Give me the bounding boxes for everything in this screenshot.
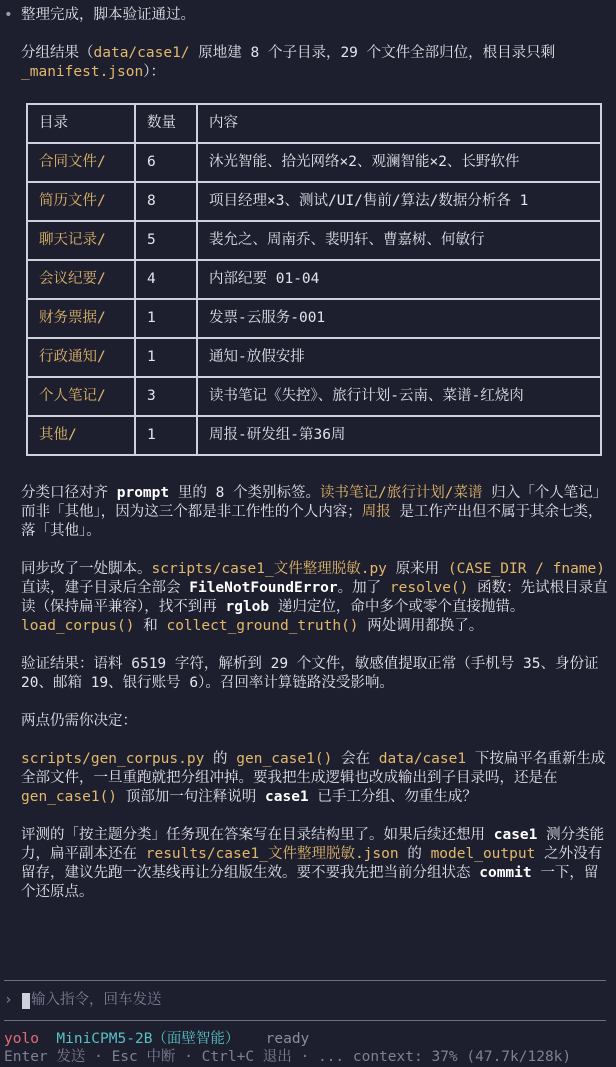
data-case1-code: data/case1 — [378, 751, 467, 767]
status-state: ready — [265, 1031, 310, 1047]
decision-heading: 两点仍需你决定： — [21, 713, 137, 729]
table-header-row — [27, 104, 601, 143]
row-count: 8 — [135, 182, 197, 221]
row-dir: 其他/ — [27, 416, 135, 455]
collect-truth-code: collect_ground_truth() — [166, 618, 359, 634]
row-count: 3 — [135, 377, 197, 416]
case1-code-2: case1 — [493, 827, 538, 843]
row-count: 1 — [135, 338, 197, 377]
results-path-code: results/case1_文件整理脱敏.json — [145, 846, 399, 862]
row-dir: 聊天记录/ — [27, 221, 135, 260]
input-bottom-divider — [4, 1020, 606, 1021]
row-dir: 个人笔记/ — [27, 377, 135, 416]
gen-case1-code: gen_case1() — [236, 751, 333, 767]
row-dir: 行政通知/ — [27, 338, 135, 377]
row-count: 6 — [135, 143, 197, 182]
row-count: 1 — [135, 299, 197, 338]
grouping-table — [26, 103, 602, 456]
row-dir: 合同文件/ — [27, 143, 135, 182]
decision-two-paragraph: 评测的「按主题分类」任务现在答案写在目录结构里了。如果后续还想用 case1 测分类能力，扁平副本还在 results/case1_文件整理脱敏.json 的 model_output 之外没有留存，建议先跑一次基线再让分组版生效。要不要我先把当前分组状态 commit 一下，留个还原点。 — [21, 827, 605, 900]
table-row — [27, 182, 601, 221]
prompt-code: prompt — [116, 485, 170, 501]
text-cursor — [22, 993, 30, 1009]
weekly-report-highlight: 周报 — [361, 504, 391, 520]
personal-notes-highlight: 读书笔记/旅行计划/菜谱 — [320, 485, 483, 501]
load-corpus-code: load_corpus() — [21, 618, 135, 634]
case1-code: case1 — [265, 789, 309, 805]
resolve-code: resolve() — [389, 580, 469, 596]
header-count: 数量 — [135, 104, 197, 143]
header-content: 内容 — [197, 104, 601, 143]
message-intro-line — [0, 6, 616, 25]
row-count: 1 — [135, 416, 197, 455]
model-name: MiniCPM5-2B（面壁智能） — [56, 1031, 240, 1047]
row-content: 内部纪要 01-04 — [197, 260, 601, 299]
table-row — [27, 260, 601, 299]
row-dir: 财务票据/ — [27, 299, 135, 338]
table-row — [27, 299, 601, 338]
mode-badge: yolo — [4, 1031, 39, 1047]
rglob-code: rglob — [225, 599, 270, 615]
category-paragraph: 分类口径对齐 prompt 里的 8 个类别标签。读书笔记/旅行计划/菜谱 归入「个人笔记」而非「其他」，因为这三个都是非工作性的个人内容；周报 是工作产出但不属于其余七类，落「其他」。 — [21, 485, 608, 539]
script-path-code: scripts/case1_文件整理脱敏.py — [151, 561, 387, 577]
row-content: 裴允之、周南乔、裴明轩、曹嘉树、何敏行 — [197, 221, 601, 260]
case-dir-code: (CASE_DIR / fname) — [447, 561, 606, 577]
error-code: FileNotFoundError — [189, 580, 338, 596]
intro-text: 整理完成，脚本验证通过。 — [21, 7, 195, 23]
bullet-dot-icon: • — [4, 7, 13, 23]
keyboard-hints: Enter 发送 · Esc 中断 · Ctrl+C 退出 · ... context: 37% (47.7k/128k) — [4, 1049, 572, 1065]
row-content: 周报-研发组-第36周 — [197, 416, 601, 455]
script-change-paragraph: 同步改了一处脚本。scripts/case1_文件整理脱敏.py 原来用 (CASE_DIR / fname) 直读，建子目录后全部会 FileNotFoundError。加了 resolve() 函数：先试根目录直读（保持扁平兼容），找不到再 rglob 递归定位，命中多个或零个直接抛错。load_corpus() 和 collect_ground_truth() 两处调用都换了。 — [21, 561, 608, 634]
row-content: 沐光智能、拾光网络×2、观澜智能×2、长野软件 — [197, 143, 601, 182]
row-dir: 简历文件/ — [27, 182, 135, 221]
input-placeholder: 输入指令，回车发送 — [31, 992, 162, 1008]
manifest-code: _manifest.json — [21, 64, 144, 80]
table-row — [27, 377, 601, 416]
row-dir: 会议纪要/ — [27, 260, 135, 299]
input-top-divider — [4, 980, 606, 981]
row-content: 项目经理×3、测试/UI/售前/算法/数据分析各 1 — [197, 182, 601, 221]
verification-paragraph: 验证结果：语料 6519 字符，解析到 29 个文件，敏感值提取正常（手机号 35、身份证 20、邮箱 19、银行账号 6）。召回率计算链路没受影响。 — [21, 656, 599, 691]
row-content: 通知-放假安排 — [197, 338, 601, 377]
table-row — [27, 143, 601, 182]
table-row — [27, 416, 601, 455]
row-count: 4 — [135, 260, 197, 299]
summary-paragraph: 分组结果（data/case1/ 原地建 8 个子目录，29 个文件全部归位，根目录只剩 _manifest.json）： — [21, 45, 556, 80]
row-count: 5 — [135, 221, 197, 260]
table-row — [27, 221, 601, 260]
status-bar — [4, 1030, 309, 1049]
commit-code: commit — [479, 865, 532, 881]
header-dir: 目录 — [27, 104, 135, 143]
model-output-code: model_output — [430, 846, 536, 862]
gen-corpus-code: scripts/gen_corpus.py — [21, 751, 205, 767]
path-code: data/case1/ — [93, 45, 190, 61]
decision-one-paragraph: scripts/gen_corpus.py 的 gen_case1() 会在 data/case1 下按扁平名重新生成全部文件，一旦重跑就把分组冲掉。要我把生成逻辑也改成输出到子目录吗，还是在 gen_case1() 顶部加一句注释说明 case1 已手工分组、勿重生成？ — [21, 751, 606, 805]
table-row — [27, 338, 601, 377]
row-content: 发票-云服务-001 — [197, 299, 601, 338]
prompt-chevron-icon: › — [4, 992, 13, 1008]
command-input[interactable] — [0, 991, 616, 1011]
row-content: 读书笔记《失控》、旅行计划-云南、菜谱-红烧肉 — [197, 377, 601, 416]
gen-case1-code-2: gen_case1() — [21, 789, 118, 805]
